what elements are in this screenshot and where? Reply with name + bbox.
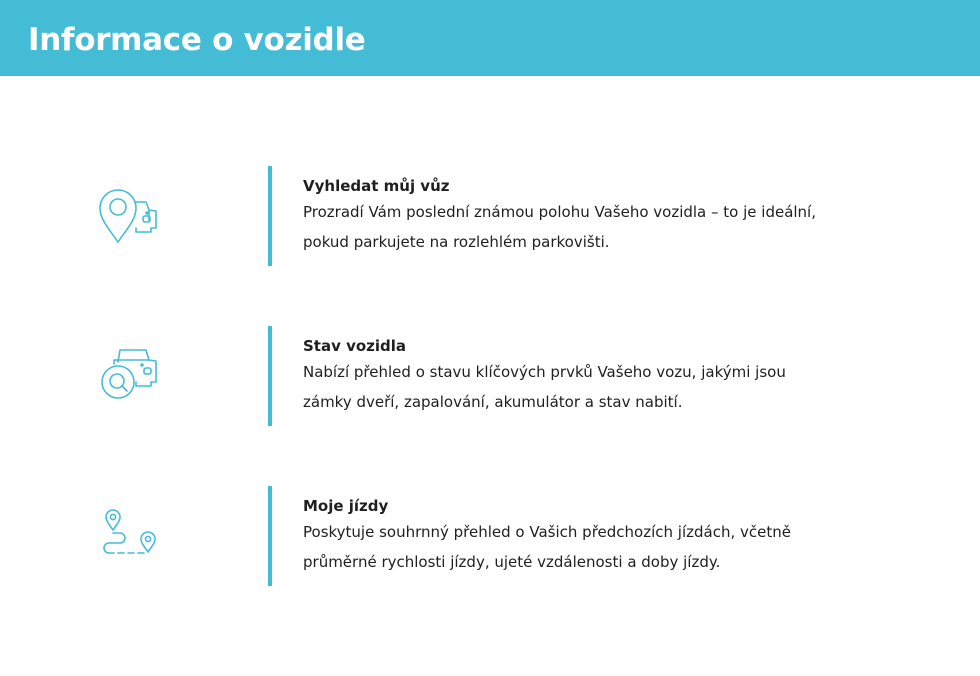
route-pins-icon <box>96 506 162 572</box>
feature-title: Moje jízdy <box>303 497 389 515</box>
car-search-icon <box>96 344 162 410</box>
feature-text <box>303 496 903 577</box>
feature-description-line: Poskytuje souhrnný přehled o Vašich předchozích jízdách, včetně <box>303 523 791 541</box>
feature-description <box>303 197 903 257</box>
feature-my-trips <box>0 486 980 586</box>
page-header <box>0 0 980 76</box>
accent-bar <box>268 486 272 586</box>
feature-description-line: Nabízí přehled o stavu klíčových prvků Vašeho vozu, jakými jsou <box>303 363 786 381</box>
accent-bar <box>268 166 272 266</box>
feature-text <box>303 336 903 417</box>
feature-vehicle-status <box>0 326 980 426</box>
feature-find-my-car <box>0 166 980 266</box>
feature-description-line: zámky dveří, zapalování, akumulátor a stav nabití. <box>303 393 683 411</box>
feature-text <box>303 176 903 257</box>
feature-description-line: pokud parkujete na rozlehlém parkovišti. <box>303 233 610 251</box>
feature-description <box>303 357 903 417</box>
location-car-icon <box>96 186 162 252</box>
feature-description <box>303 517 903 577</box>
feature-description-line: Prozradí Vám poslední známou polohu Vašeho vozidla – to je ideální, <box>303 203 816 221</box>
page-title: Informace o vozidle <box>28 22 366 58</box>
feature-title: Vyhledat můj vůz <box>303 177 450 195</box>
feature-title: Stav vozidla <box>303 337 407 355</box>
feature-description-line: průměrné rychlosti jízdy, ujeté vzdálenosti a doby jízdy. <box>303 553 721 571</box>
accent-bar <box>268 326 272 426</box>
